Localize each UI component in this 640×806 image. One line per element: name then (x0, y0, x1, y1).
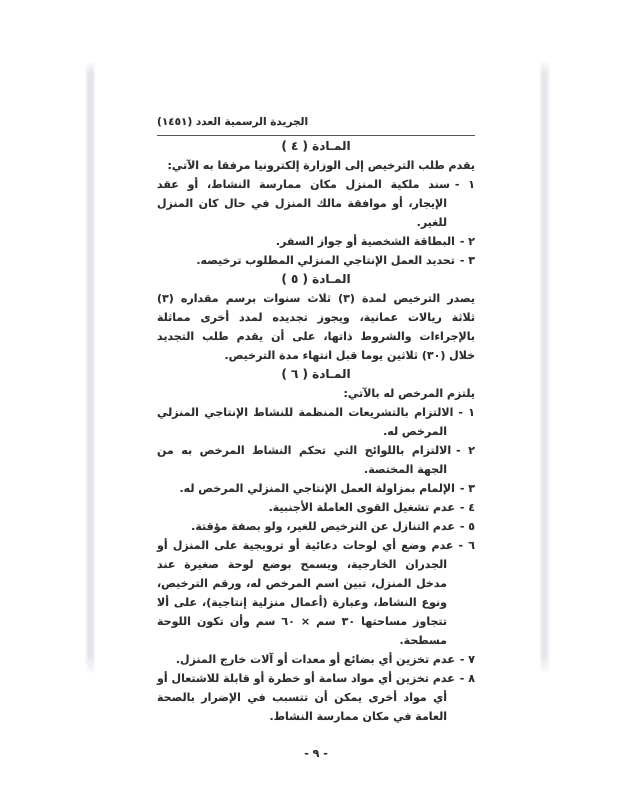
article-5-section (157, 270, 475, 365)
item-number: ٤ - (459, 501, 475, 514)
list-item (157, 669, 475, 726)
item-text: تحديد العمل الإنتاجي المنزلي المطلوب ترخيصه. (196, 254, 455, 267)
list-item (157, 232, 475, 251)
article-4-section (157, 137, 475, 270)
item-number: ٣ - (459, 254, 475, 267)
item-number: ٢ - (456, 444, 475, 457)
item-number: ٦ - (458, 539, 475, 552)
gazette-header (157, 113, 475, 136)
article-6-section (157, 365, 475, 726)
page-number: - ٩ - (304, 747, 328, 760)
page-content (157, 113, 475, 763)
article-4-intro: يقدم طلب الترخيص إلى الوزارة إلكترونيا مرفقا به الآتي: (167, 159, 475, 172)
item-number: ١ - (454, 178, 475, 191)
item-text: البطاقة الشخصية أو جواز السفر. (275, 235, 455, 248)
list-item (157, 251, 475, 270)
list-item (157, 441, 475, 479)
item-number: ٣ - (459, 482, 475, 495)
item-text: عدم تخزين أي بضائع أو معدات أو آلات خارج المنزل. (175, 653, 455, 666)
item-number: ٨ - (459, 672, 475, 685)
article-5-body: يصدر الترخيص لمدة (٣) ثلاث سنوات برسم مقداره (٣) ثلاثة ريالات عمانية، ويجوز تجديده لمدد أخرى مماثلة بالإجراءات والشروط ذاتها، على أن يقدم طلب التجديد خلال (٣٠) ثلاثين يوما قبل انتهاء مدة الترخيص. (157, 292, 475, 362)
item-number: ١ - (458, 406, 475, 419)
list-item (157, 650, 475, 669)
item-number: ٥ - (459, 520, 475, 533)
item-text: الالتزام باللوائح التي تحكم النشاط المرخص به من الجهة المختصة. (157, 444, 452, 476)
list-item (157, 479, 475, 498)
article-4-title: المـادة ( ٤ ) (281, 139, 351, 153)
list-item (157, 175, 475, 232)
item-text: سند ملكية المنزل مكان ممارسة النشاط، أو عقد الإيجار، أو موافقة مالك المنزل في حال كان المنزل للغير. (157, 178, 450, 229)
item-text: عدم تخزين أي مواد سامة أو خطرة أو قابلة للاشتعال أو أي مواد أخرى يمكن أن تتسبب في الإضرار بالصحة العامة في مكان ممارسة النشاط. (157, 672, 455, 723)
article-6-intro: يلتزم المرخص له بالآتي: (343, 387, 475, 400)
item-text: عدم التنازل عن الترخيص للغير، ولو بصفة مؤقتة. (191, 520, 455, 533)
item-text: الإلمام بمزاولة العمل الإنتاجي المنزلي المرخص له. (179, 482, 455, 495)
list-item (157, 403, 475, 441)
item-number: ٧ - (459, 653, 475, 666)
page-right-edge-shadow (540, 62, 550, 673)
article-6-title: المـادة ( ٦ ) (281, 367, 351, 381)
list-item (157, 536, 475, 650)
item-text: عدم تشغيل القوى العاملة الأجنبية. (268, 501, 455, 514)
item-text: الالتزام بالتشريعات المنظمة للنشاط الإنتاجي المنزلي المرخص له. (157, 406, 454, 438)
page-left-edge-shadow (85, 62, 95, 673)
list-item (157, 517, 475, 536)
article-5-title: المـادة ( ٥ ) (281, 272, 351, 286)
list-item (157, 498, 475, 517)
item-number: ٢ - (459, 235, 475, 248)
item-text: عدم وضع أي لوحات دعائية أو ترويجية على المنزل أو الجدران الخارجية، ويسمح بوضع لوحة صغيرة عند مدخل المنزل، تبين اسم المرخص له، ورقم الترخيص، ونوع النشاط، وعبارة (أعمال منزلية إنتاجية)، على ألا تتجاوز مساحتها ٣٠ سم × ٦٠ سم وأن تكون اللوحة مسطحة. (157, 539, 454, 647)
gazette-issue-label: الجريدة الرسمية العدد (١٤٥١) (157, 116, 309, 128)
